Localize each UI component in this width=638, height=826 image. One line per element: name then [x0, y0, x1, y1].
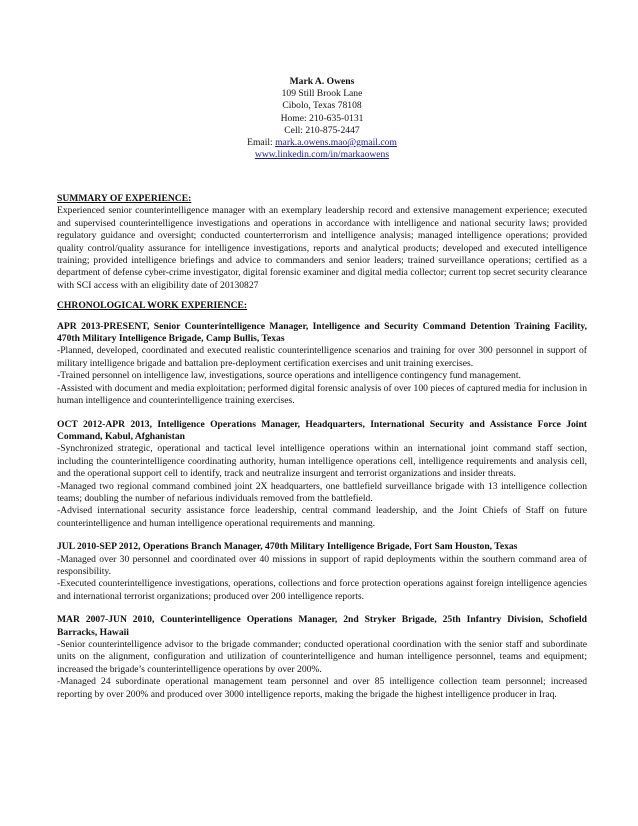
job-bullet: -Executed counterintelligence investigations, operations, collections and force protection operations against foreign intelligence agencies and international terrorist organizations; produced over 200 intelligence reports. [57, 578, 587, 602]
job-entry [57, 541, 587, 603]
address-line-1: 109 Still Brook Lane [281, 88, 363, 100]
cell-phone: Cell: 210-875-2447 [284, 124, 360, 136]
job-title: APR 2013-PRESENT, Senior Counterintelligence Manager, Intelligence and Security Command Detention Training Facility, 470th Military Intelligence Brigade, Camp Bullis, Texas [57, 320, 587, 345]
job-entry [57, 614, 587, 701]
experience-heading: CHRONOLOGICAL WORK EXPERIENCE: [57, 300, 248, 312]
job-bullet: -Assisted with document and media exploitation; performed digital forensic analysis of over 100 pieces of captured media for inclusion in human intelligence and counterintelligence training exercises. [57, 382, 587, 407]
job-bullet: -Managed 24 subordinate operational management team personnel and over 85 intelligence collection team personnel; increased reporting by over 200% and produced over 3000 intelligence reports, making the brigade the highest intelligence producer in Iraq. [57, 676, 587, 700]
job-bullet: -Senior counterintelligence advisor to the brigade commander; conducted operational coordination with the senior staff and subordinate units on the alignment, configuration and utilization of counterintelligence and human intelligence personnel, teams and equipment; increased the brigade’s counterintelligence operations by over 200%. [57, 639, 587, 675]
job-entry [57, 321, 587, 408]
job-entry [57, 419, 587, 531]
job-bullet: -Managed two regional command combined joint 2X headquarters, one battlefield surveillance brigade with 13 intelligence collection teams; doubling the number of nefarious individuals removed from the battlefield. [57, 480, 587, 504]
contact-header [57, 76, 587, 161]
resume-body [57, 193, 587, 701]
job-title: MAR 2007-JUN 2010, Counterintelligence Operations Manager, 2nd Stryker Brigade, 25th Infantry Division, Schofield Barracks, Hawaii [57, 614, 587, 638]
email-line [57, 137, 587, 149]
job-bullet: -Managed over 30 personnel and coordinated over 40 missions in support of rapid deployments within the southern command area of responsibility. [57, 553, 587, 577]
summary-heading: SUMMARY OF EXPERIENCE: [57, 193, 192, 204]
job-bullet: -Advised international security assistance force leadership, central command leadership, and the Joint Chiefs of Staff on future counterintelligence and human intelligence operational requirements and manning. [57, 505, 587, 529]
summary-text: Experienced senior counterintelligence manager with an exemplary leadership record and extensive management experience; executed and supervised counterintelligence investigations and operations in accordance with intelligence and national security laws; provided regulatory guidance and oversight; conducted counterterrorism and intelligence analysis; managed intelligence operations; provided quality control/quality assurance for intelligence investigations, reports and analytical products; developed and executed intelligence training; provided intelligence briefings and advice to commanders and senior leaders; trained surveillance operations; certified as a department of defense cyber-crime investigator, digital forensic examiner and digital media collector; current top secret security clearance with SCI access with an eligibility date of 20130827 [57, 205, 587, 291]
job-title: OCT 2012-APR 2013, Intelligence Operations Manager, Headquarters, International Security and Assistance Force Joint Command, Kabul, Afghanistan [57, 418, 587, 442]
job-bullet: -Planned, developed, coordinated and executed realistic counterintelligence scenarios and training for over 300 personnel in support of military intelligence brigade and battalion pre-deployment certification exercises and unit training exercises. [57, 345, 587, 369]
candidate-name: Mark A. Owens [289, 76, 355, 87]
job-title: JUL 2010-SEP 2012, Operations Branch Manager, 470th Military Intelligence Brigade, Fort Sam Houston, Texas [57, 541, 518, 553]
email-label: Email: [247, 137, 273, 149]
job-bullet: -Synchronized strategic, operational and tactical level intelligence operations within an international joint command staff section, including the counterintelligence coordinating authority, human intelligence operations cell, intelligence requirements and analysis cell, and the operational support cell to identify, track and neutralize insurgent and terrorist organizations and insider threats. [57, 443, 587, 480]
email-link[interactable]: mark.a.owens.mao@gmail.com [275, 137, 397, 149]
home-phone: Home: 210-635-0131 [280, 112, 364, 124]
address-line-2: Cibolo, Texas 78108 [282, 100, 362, 112]
linkedin-link[interactable]: www.linkedin.com/in/markaowens [254, 149, 390, 161]
job-bullet: -Trained personnel on intelligence law, investigations, source operations and intelligence contingency fund management. [57, 370, 521, 382]
